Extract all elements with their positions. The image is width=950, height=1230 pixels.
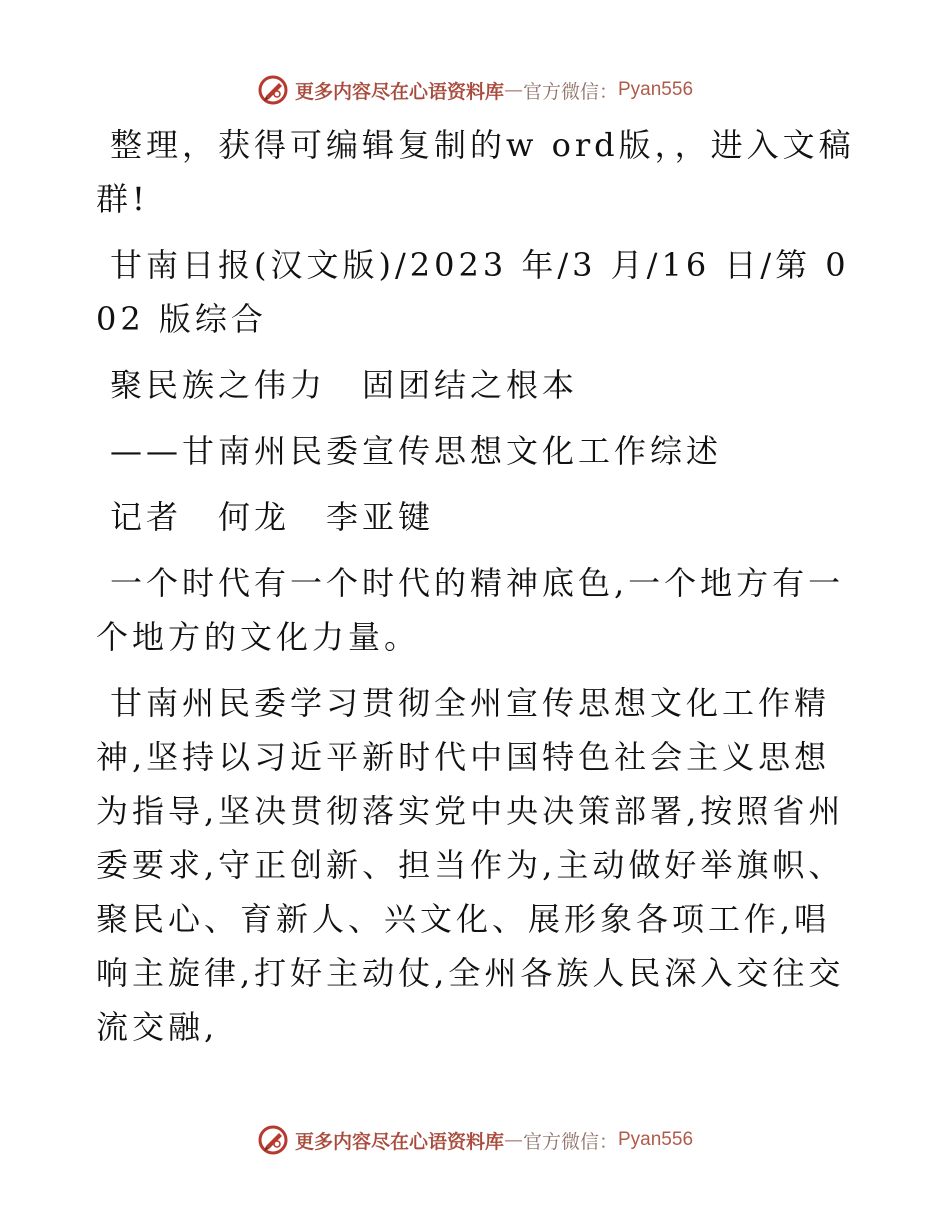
paragraph-subheadline: ——甘南州民委宣传思想文化工作综述 — [110, 432, 723, 470]
document-body — [96, 118, 856, 1066]
banner-wechat-id: Pyan556 — [618, 79, 694, 100]
banner-wechat-label: 官方微信： — [522, 1130, 618, 1153]
banner-text: 更多内容尽在心语资料库 — [294, 1130, 504, 1153]
banner-text: 更多内容尽在心语资料库 — [294, 80, 504, 103]
pen-logo-icon — [257, 1124, 289, 1156]
paragraph-intro-note: 整理，获得可编辑复制的w ord版，，进入文稿群! — [96, 126, 855, 218]
banner-wechat-label: 官方微信： — [522, 80, 618, 103]
banner-separator: — — [503, 1129, 523, 1151]
paragraph-headline: 聚民族之伟力 固团结之根本 — [110, 366, 579, 404]
pen-logo-icon — [257, 74, 289, 106]
paragraph-byline: 记者 何龙 李亚键 — [110, 498, 435, 536]
footer-watermark-banner — [0, 1120, 950, 1160]
banner-separator: — — [503, 79, 523, 101]
banner-wechat-id: Pyan556 — [618, 1129, 694, 1150]
paragraph-source-line: 甘南日报(汉文版)/2023 年/3 月/16 日/第 002 版综合 — [96, 246, 850, 338]
paragraph-lead: 一个时代有一个时代的精神底色,一个地方有一个地方的文化力量。 — [96, 564, 845, 656]
header-watermark-banner — [0, 70, 950, 110]
paragraph-body: 甘南州民委学习贯彻全州宣传思想文化工作精神,坚持以习近平新时代中国特色社会主义思想为指导,坚决贯彻落实党中央决策部署,按照省州委要求,守正创新、担当作为,主动做好举旗帜、聚民心、育新人、兴文化、展形象各项工作,唱响主旋律,打好主动仗,全州各族人民深入交往交流交融, — [96, 684, 845, 1046]
